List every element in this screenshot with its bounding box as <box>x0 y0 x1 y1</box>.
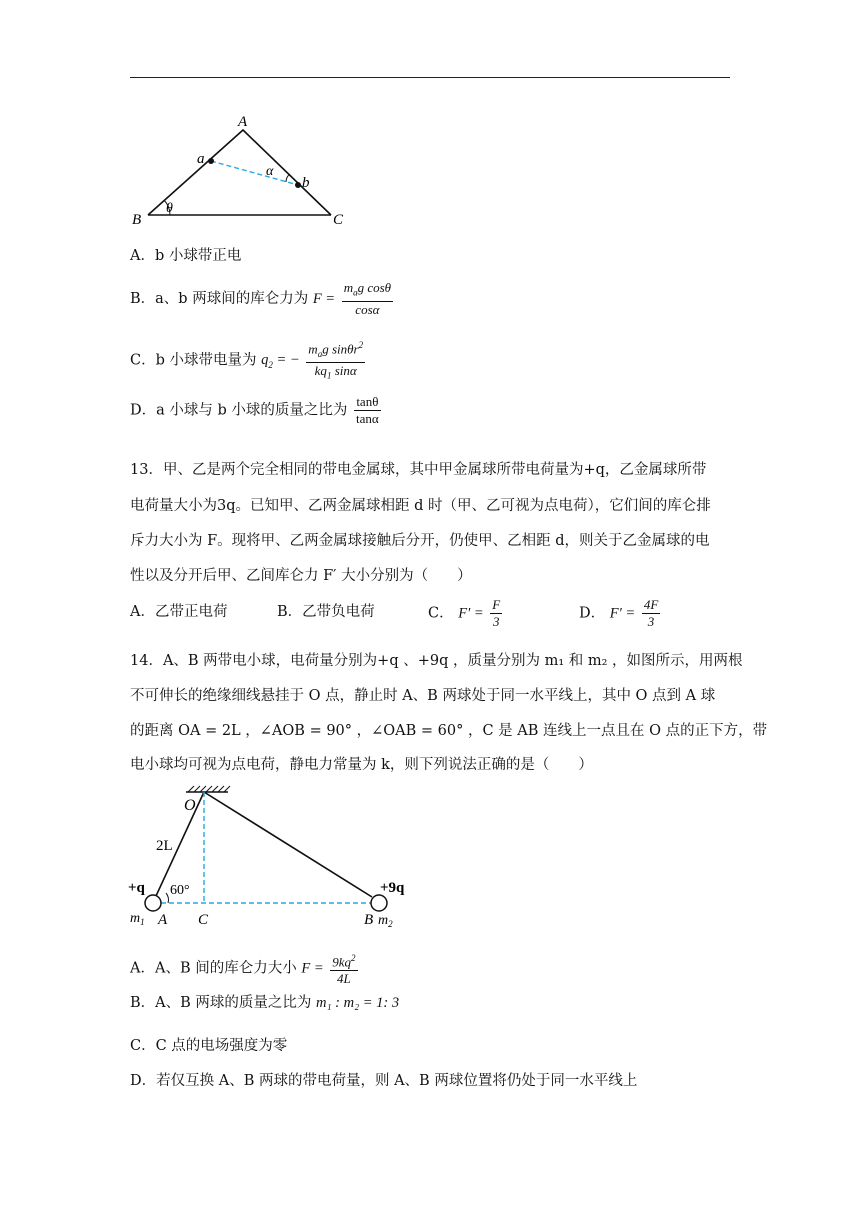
label-plus-9q: +9q <box>380 880 405 896</box>
fraction: $\frac{9kq^2}{4L}$ <box>330 950 357 987</box>
fraction: $\frac{m_ag \cos\theta}{\cos\alpha}$ <box>343 280 392 317</box>
q14-option-c: C．C 点的电场强度为零 <box>130 1038 288 1054</box>
q12-option-c: C．b 小球带电量为 $q_2$ = − $\frac{m_ag \sin\theta r^2}{kq_1 \sin\alpha}$ <box>130 337 367 384</box>
q13-option-d: D． F′ = $\frac{4F}{3}$ <box>579 597 659 629</box>
label-60: 60° <box>170 883 190 898</box>
q12-option-b: B．a、b 两球间的库仑力为 F = $\frac{m_ag \cos\theta}{\cos\alpha}$ <box>130 280 392 317</box>
label-B: B <box>364 912 374 928</box>
triangle-figure <box>130 112 350 230</box>
label-2L: 2L <box>156 838 173 854</box>
q14-line-3: 的距离 OA = 2L ，∠AOB = 90° ，∠OAB = 60° ，C 是 AB 连线上一点且在 O 点的正下方，带 <box>130 723 768 739</box>
q13-line-3: 斥力大小为 F。现将甲、乙两金属球接触后分开，仍使甲、乙相距 d，则关于乙金属球的电 <box>130 533 710 549</box>
q14-line-4: 电小球均可视为点电荷，静电力常量为 k，则下列说法正确的是（ ） <box>130 757 593 773</box>
label-a: a <box>197 151 205 167</box>
fraction: $\frac{\tan\theta}{\tan\alpha}$ <box>356 394 379 426</box>
label-m2: $m_2$ <box>378 913 393 929</box>
label-b: b <box>302 175 310 191</box>
q12-option-a: A．b 小球带正电 <box>130 248 242 264</box>
q14-option-b: B．A、B 两球的质量之比为 m₁ : m₂ = 1: 3 <box>130 995 400 1011</box>
label-A: A <box>158 912 168 928</box>
label-m1: $m_1$ <box>130 911 145 927</box>
q13-line-4: 性以及分开后甲、乙间库仑力 F′ 大小分别为（ ） <box>130 568 472 584</box>
pendulum-figure <box>128 786 428 928</box>
label-O: O <box>184 797 196 814</box>
q14-line-1: 14．A、B 两带电小球，电荷量分别为+q 、+9q ，质量分别为 m₁ 和 m₂ ，如图所示，用两根 <box>130 653 743 669</box>
header-rule <box>130 77 730 78</box>
fraction: $\frac{m_ag \sin\theta r^2}{kq_1 \sin\alpha}$ <box>306 337 365 384</box>
q13-option-b: B．乙带负电荷 <box>277 604 375 620</box>
label-C: C <box>198 912 209 928</box>
q14-line-2: 不可伸长的绝缘细线悬挂于 O 点，静止时 A、B 两球处于同一水平线上，其中 O 点到 A 球 <box>130 688 716 704</box>
label-plus-q: +q <box>128 880 145 896</box>
label-A: A <box>238 114 248 130</box>
q14-option-a: A．A、B 间的库仑力大小 F = $\frac{9kq^2}{4L}$ <box>130 950 360 987</box>
label-theta: θ <box>166 201 173 216</box>
label-C: C <box>333 212 344 228</box>
q13-option-c: C． F′ = $\frac{F}{3}$ <box>428 597 501 629</box>
q13-line-1: 13．甲、乙是两个完全相同的带电金属球，其中甲金属球所带电荷量为+q，乙金属球所带 <box>130 462 707 478</box>
q12-option-d: D．a 小球与 b 小球的质量之比为 $\frac{\tan\theta}{\tan\alpha}$ <box>130 394 379 426</box>
label-B: B <box>132 212 142 228</box>
label-alpha: α <box>266 164 274 179</box>
q13-option-a: A．乙带正电荷 <box>130 604 228 620</box>
q14-option-d: D．若仅互换 A、B 两球的带电荷量，则 A、B 两球位置将仍处于同一水平线上 <box>130 1073 638 1089</box>
q13-line-2: 电荷量大小为3q。已知甲、乙两金属球相距 d 时（甲、乙可视为点电荷），它们间的库仑排 <box>130 498 711 514</box>
